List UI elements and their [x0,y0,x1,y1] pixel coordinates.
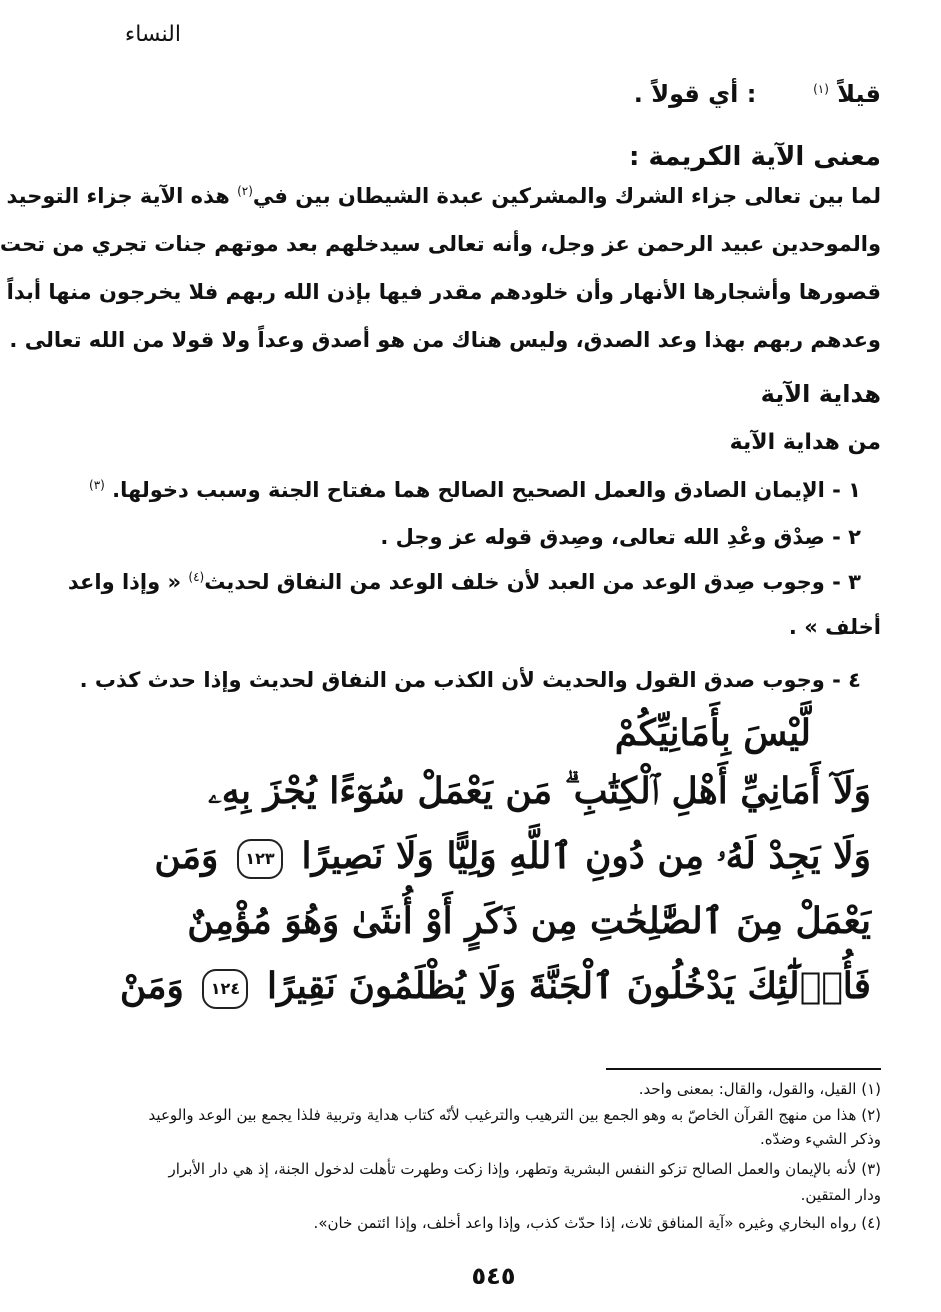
meaning-line-1 [6,184,881,208]
footnote-ref-2: (٢) [237,184,253,198]
page-header-surah-name: النساء [124,22,181,47]
footnote-3-continuation: ودار المتقين. [800,1186,881,1204]
meaning-line-1-text: لما بين تعالى جزاء الشرك والمشركين عبدة الشيطان بين في [252,184,881,208]
footnote-4: (٤) رواه البخاري وغيره «آية المنافق ثلاث، إذا حدّث كذب، وإذا واعد أخلف، وإذا ائتمن خان». [313,1214,881,1232]
quran-line-2-end: وَمَن [154,835,219,877]
quran-line-1: وَلَآ أَمَانِيِّ أَهْلِ ٱلْكِتَٰبِ ۗ مَن يَعْمَلْ سُوٓءًا يُجْزَ بِهِۦ [208,770,871,812]
quran-line-3: يَعْمَلْ مِنَ ٱلصَّٰلِحَٰتِ مِن ذَكَرٍ أَوْ أُنثَىٰ وَهُوَ مُؤْمِنٌ [187,900,871,942]
quran-line-4 [116,965,871,1009]
quran-line-4-text: فَأُو۟لَٰٓئِكَ يَدْخُلُونَ ٱلْجَنَّةَ وَلَا يُظْلَمُونَ نَقِيرًا [266,965,871,1007]
footnote-3: (٣) لأنه بالإيمان والعمل الصالح تزكو النفس البشرية وتطهر، وإذا زكت وطهرت تأهلت لدخول الجنة، إذ هي دار الأبرار [168,1160,881,1178]
guidance-heading: هداية الآية [760,380,881,408]
page-number: ٥٤٥ [471,1262,516,1290]
guidance-item-1-text: ١ - الإيمان الصادق والعمل الصحيح الصالح هما مفتاح الجنة وسبب دخولها. [112,478,861,502]
guidance-item-3-text: ٣ - وجوب صِدق الوعد من العبد لأن خلف الوعد من النفاق لحديث [204,570,861,594]
guidance-item-3-continuation: أخلف » . [788,615,881,639]
quran-line-4-end: وَمَنْ [119,965,184,1007]
vocab-word: قيلاً [837,80,881,108]
guidance-item-1 [89,478,861,502]
guidance-item-4: ٤ - وجوب صدق القول والحديث لأن الكذب من النفاق لحديث وإذا حدث كذب . [79,668,861,692]
quran-line-0: لَّيْسَ بِأَمَانِيِّكُمْ [614,712,811,754]
footnote-2-continuation: وذكر الشيء وضدّه. [759,1130,881,1148]
meaning-heading: معنى الآية الكريمة : [629,142,881,172]
guidance-subheading: من هداية الآية [729,430,881,455]
quran-line-2 [116,835,871,879]
footnote-1: (١) القيل، والقول، والقال: بمعنى واحد. [638,1080,881,1098]
guidance-item-3-rest: « وإذا واعد [67,570,182,594]
footnote-ref-4: (٤) [188,570,205,584]
footnote-separator [606,1068,881,1070]
quran-line-2-text: وَلَا يَجِدْ لَهُۥ مِن دُونِ ٱللَّهِ وَلِيًّا وَلَا نَصِيرًا [301,835,871,877]
meaning-line-3: قصورها وأشجارها الأنهار وأن خلودهم مقدر فيها بإذن الله ربهم فلا يخرجون منها أبداً [6,280,881,304]
meaning-line-1-rest: هذه الآية جزاء التوحيد [6,184,230,208]
vocab-entry [106,80,881,108]
footnote-ref-3: (٣) [89,478,105,492]
meaning-line-4: وعدهم ربهم بهذا وعد الصدق، وليس هناك من هو أصدق وعداً ولا قولا من الله تعالى . [9,328,881,352]
ayah-number-marker: ١٢٤ [202,969,248,1009]
vocab-definition: : أي قولاً . [633,80,757,108]
footnote-ref-1: (١) [813,82,829,96]
meaning-line-2: والموحدين عبيد الرحمن عز وجل، وأنه تعالى سيدخلهم بعد موتهم جنات تجري من تحت [0,232,881,256]
guidance-item-2: ٢ - صِدْق وعْدِ الله تعالى، وصِدق قوله عز وجل . [380,525,861,549]
guidance-item-3 [67,570,861,594]
footnote-2: (٢) هذا من منهج القرآن الخاصّ به وهو الجمع بين الترهيب والترغيب لأنّه كتاب هداية وتربية فلذا يجمع بين الوعد والوعيد [148,1106,881,1124]
ayah-number-marker: ١٢٣ [237,839,283,879]
